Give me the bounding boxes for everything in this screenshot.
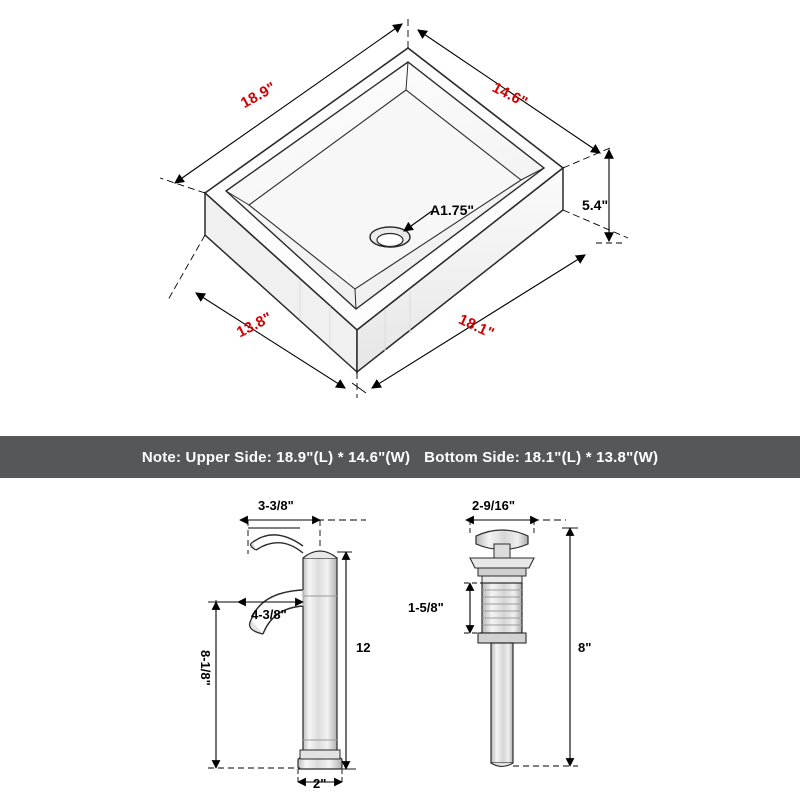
- faucet-base-width-label: 2": [313, 776, 327, 791]
- dimension-bottom-length: 18.1": [455, 311, 497, 343]
- faucet-spout-reach-label: 4-3/8": [251, 607, 287, 622]
- note-bar: [0, 436, 800, 478]
- faucet-total-height-label: 12: [356, 640, 371, 655]
- dimension-upper-length: 18.9": [238, 78, 279, 112]
- dimension-height: 5.4": [582, 197, 609, 213]
- accessories-drawing-svg: [0, 478, 800, 800]
- drain-cap-width-label: 2-9/16": [472, 498, 516, 513]
- note-upper: Note: Upper Side: 18.9"(L) * 14.6"(W): [141, 448, 411, 466]
- faucet-top-width-label: 3-3/8": [258, 498, 294, 513]
- note-bottom: Bottom Side: 18.1"(L) * 13.8"(W): [424, 448, 659, 466]
- dimension-drain-hole: A1.75": [430, 202, 474, 218]
- faucet-spout-height-label: 8-1/8": [198, 650, 213, 686]
- dimension-bottom-width: 13.8": [234, 309, 275, 342]
- drain-total-height-label: 8": [578, 640, 592, 655]
- note-text: [142, 449, 658, 466]
- drain-body-height-label: 1-5/8": [408, 600, 444, 615]
- dimension-upper-width: 14.6": [489, 79, 531, 112]
- accessories-diagram: [0, 478, 800, 800]
